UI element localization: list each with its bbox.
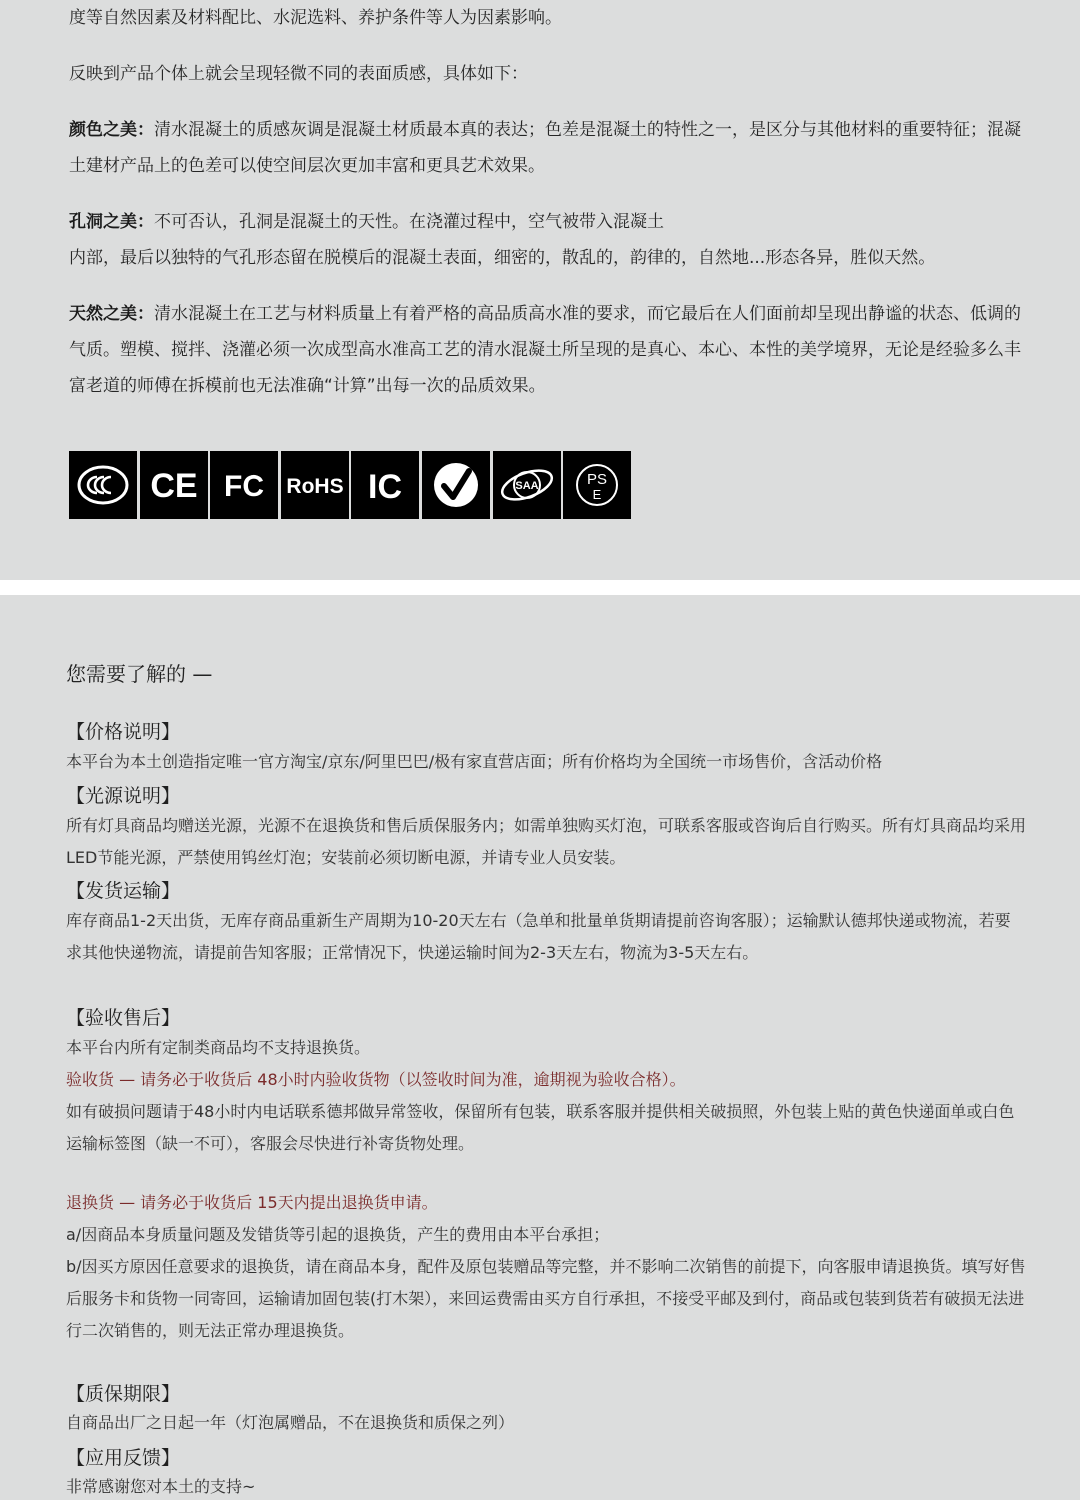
fcc-icon [210, 451, 278, 519]
saa-icon-text: SAA [514, 480, 539, 492]
rohs-icon-text: RoHS [286, 475, 344, 498]
intro-line: 度等自然因素及材料配比、水泥选料、养护条件等人为因素影响。 [69, 8, 562, 28]
fcc-icon-text: FC [224, 470, 265, 503]
hole-beauty-text: 不可否认，孔洞是混凝土的天性。在浇灌过程中，空气被带入混凝土 [154, 212, 664, 232]
color-beauty-text: 清水混凝土的质感灰调是混凝土材质最本真的表达；色差是混凝土的特性之一，是区分与其他材料的重要特征；混凝土建材产品上的色差可以使空间层次更加丰富和更具艺术效果。 [69, 120, 1021, 176]
notice-heading: 您需要了解的 — [66, 662, 213, 686]
certification-strip [69, 451, 634, 519]
price-section-text: 本平台为本土创造指定唯一官方淘宝/京东/阿里巴巴/极有家直营店面；所有价格均为全国统一市场售价，含活动价格 [66, 752, 883, 771]
nature-beauty-paragraph [69, 296, 1029, 404]
warranty-section-text: 自商品出厂之日起一年（灯泡属赠品，不在退换货和质保之列） [66, 1413, 515, 1432]
ccc-icon [69, 451, 137, 519]
shipping-section-title: 【发货运输】 [66, 880, 181, 902]
intro-line: 反映到产品个体上就会呈现轻微不同的表面质感，具体如下： [69, 64, 528, 84]
return-rule-b: b/因买方原因任意要求的退换货，请在商品本身，配件及原包装赠品等完整，并不影响二次销售的前提下，向客服申请退换货。填写好售后服务卡和货物一同寄回，运输请加固包装(打木架），来回运费需由买方自行承担，不接受平邮及到付，商品或包装到货若有破损无法进行二次销售的，则无法正常办理退换货。 [66, 1257, 1026, 1340]
pse-icon [563, 451, 631, 519]
nature-beauty-text: 清水混凝土在工艺与材料质量上有着严格的高品质高水准的要求，而它最后在人们面前却呈现出静谧的状态、低调的气质。塑模、搅拌、浇灌必须一次成型高水准高工艺的清水混凝土所呈现的是真心、本心、本性的美学境界，无论是经验多么丰富老道的师傅在拆模前也无法准确“计算”出每一次的品质效果。 [69, 304, 1021, 396]
color-beauty-title: 颜色之美： [69, 120, 154, 140]
feedback-section-text: 非常感谢您对本土的支持~ [66, 1477, 256, 1496]
saa-icon [493, 451, 561, 519]
hole-beauty-paragraph [69, 204, 1029, 276]
color-beauty-paragraph [69, 112, 1029, 184]
damage-instructions: 如有破损问题请于48小时内电话联系德邦做异常签收，保留所有包装，联系客服并提供相关破损照，外包装上贴的黄色快递面单或白色运输标签图（缺一不可），客服会尽快进行补寄货物处理。 [66, 1102, 1015, 1153]
pse-icon-text-2: E [592, 487, 602, 502]
ic-icon [351, 451, 419, 519]
acceptance-section-title: 【验收售后】 [66, 1007, 181, 1029]
ce-icon-text: CE [149, 467, 198, 505]
light-section-text: 所有灯具商品均赠送光源，光源不在退换货和售后质保服务内；如需单独购买灯泡，可联系客服或咨询后自行购买。所有灯具商品均采用LED节能光源，严禁使用钨丝灯泡；安装前必须切断电源，并请专业人员安装。 [66, 816, 1027, 867]
c-tick-icon [422, 451, 490, 519]
ce-icon [140, 451, 208, 519]
acceptance-warning: 验收货 — 请务必于收货后 48小时内验收货物（以签收时间为准，逾期视为验收合格）。 [66, 1070, 686, 1089]
shipping-section-text: 库存商品1-2天出货，无库存商品重新生产周期为10-20天左右（急单和批量单货期请提前咨询客服）；运输默认德邦快递或物流，若要求其他快递物流，请提前告知客服；正常情况下，快递运输时间为2-3天左右，物流为3-5天左右。 [66, 911, 1011, 962]
feedback-section-title: 【应用反馈】 [66, 1447, 181, 1469]
ic-icon-text: IC [368, 468, 403, 506]
rohs-icon [281, 451, 349, 519]
notice-panel [0, 595, 1080, 1500]
acceptance-text: 本平台内所有定制类商品均不支持退换货。 [66, 1038, 371, 1057]
warranty-section-title: 【质保期限】 [66, 1383, 181, 1405]
light-section-title: 【光源说明】 [66, 785, 181, 807]
return-warning: 退换货 — 请务必于收货后 15天内提出退换货申请。 [66, 1193, 438, 1212]
hole-beauty-text-2: 内部，最后以独特的气孔形态留在脱模后的混凝土表面，细密的，散乱的，韵律的，自然地...形态各异，胜似天然。 [69, 248, 936, 268]
pse-icon-text: PS [587, 471, 608, 488]
price-section-title: 【价格说明】 [66, 721, 181, 743]
hole-beauty-title: 孔洞之美： [69, 212, 154, 232]
material-panel [0, 0, 1080, 580]
return-rule-a: a/因商品本身质量问题及发错货等引起的退换货，产生的费用由本平台承担； [66, 1225, 610, 1244]
nature-beauty-title: 天然之美： [69, 304, 154, 324]
